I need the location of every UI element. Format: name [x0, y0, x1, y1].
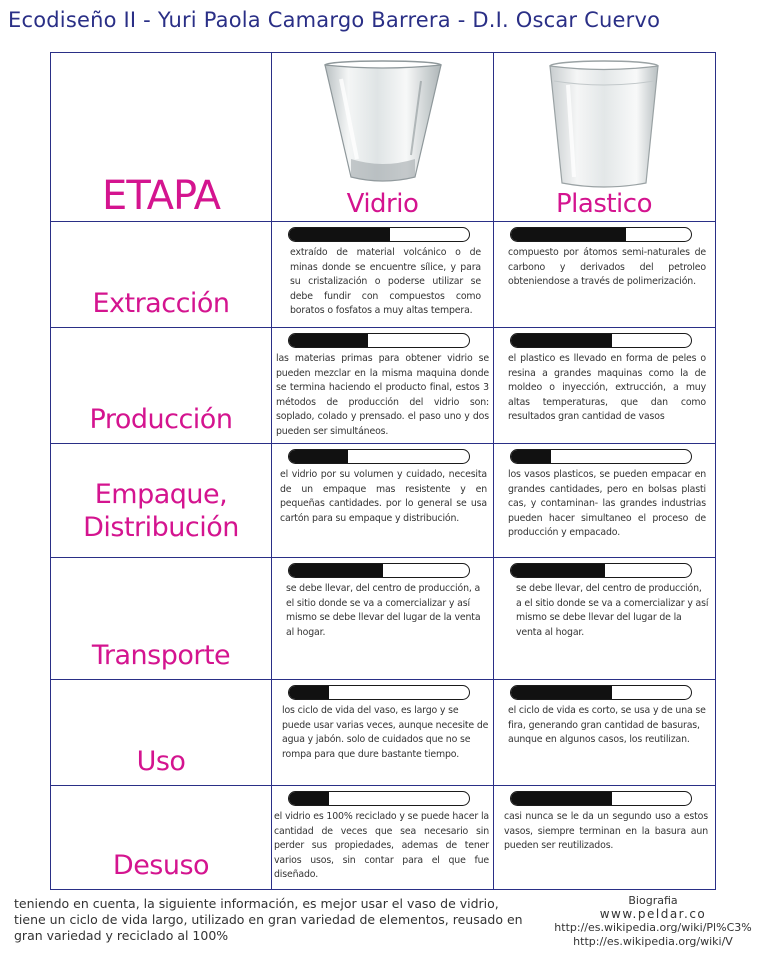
impact-bar	[288, 227, 470, 242]
stage-label: Uso	[136, 746, 186, 778]
stage-description: se debe llevar, del centro de producción, a el sitio donde se va a comercializar y así mismo se debe llevar del lugar de la venta al hogar.	[286, 583, 481, 638]
impact-bar-fill	[511, 564, 605, 577]
stage-label: Producción	[89, 404, 233, 436]
stage-description: se debe llevar, del centro de producción, a el sitio donde se va a comercializar y así mismo se debe llevar del lugar de la venta al hogar.	[516, 583, 709, 638]
vidrio-cell	[272, 222, 494, 327]
comparison-table	[50, 52, 716, 890]
stage-cell	[51, 444, 272, 557]
impact-bar	[288, 791, 470, 806]
stage-cell	[51, 680, 272, 785]
stage-description: compuesto por átomos semi-naturales de carbono y derivados del petroleo obteniendose a través de polimerización.	[508, 247, 706, 287]
stage-cell	[51, 222, 272, 327]
impact-bar	[510, 563, 692, 578]
impact-bar	[288, 333, 470, 348]
plastico-cell	[494, 680, 714, 785]
bibliography	[540, 894, 766, 948]
bibliography-link[interactable]: www.peldar.co	[599, 906, 707, 921]
table-row	[51, 785, 715, 889]
page-title: Ecodiseño II - Yuri Paola Camargo Barrera - D.I. Oscar Cuervo	[8, 8, 661, 32]
stage-label: Transporte	[91, 640, 231, 672]
bibliography-title: Biografia	[628, 894, 678, 907]
impact-bar-fill	[511, 792, 612, 805]
stage-description: los vasos plasticos, se pueden empacar en grandes cantidades, pero en bolsas plasti cas, y contaminan- las grandes industrias pueden hacer simultaneo el proceso de producción y empacado.	[508, 469, 706, 538]
plastico-cell	[494, 786, 714, 889]
stage-description: el vidrio es 100% reciclado y se puede hacer la cantidad de veces que sea necesario sin perder sus propiedades, ademas de tener varios usos, sin contar para el que fue diseñado.	[274, 811, 489, 880]
vidrio-cell	[272, 444, 494, 557]
impact-bar	[510, 791, 692, 806]
impact-bar-fill	[289, 334, 368, 347]
impact-bar-fill	[289, 564, 383, 577]
stage-description: el plastico es llevado en forma de peles o resina a grandes maquinas como la de moldeo o inyección, extrucción, a muy altas temperaturas, que dan como resultados gran cantidad de vasos	[508, 353, 706, 422]
stage-cell	[51, 328, 272, 443]
stage-label: Extracción	[92, 288, 230, 320]
impact-bar	[510, 449, 692, 464]
impact-bar-fill	[289, 228, 390, 241]
impact-bar	[288, 449, 470, 464]
stage-description: los ciclo de vida del vaso, es largo y se puede usar varias veces, aunque necesite de agua y jabón. solo de cuidados que no se rompa para que dure bastante tiempo.	[282, 705, 489, 760]
plastico-cell	[494, 558, 714, 679]
impact-bar	[288, 563, 470, 578]
impact-bar	[288, 685, 470, 700]
plastico-cell	[494, 222, 714, 327]
impact-bar-fill	[289, 450, 348, 463]
table-row	[51, 443, 715, 557]
plastico-cell	[494, 444, 714, 557]
impact-bar	[510, 227, 692, 242]
column-title-vidrio: Vidrio	[346, 189, 419, 219]
stage-description: las materias primas para obtener vidrio se pueden mezclar en la misma maquina donde se termina haciendo el producto final, estos 3 métodos de producción del vidrio son: soplado, colado y prensado. el paso uno y dos pueden ser simultáneos.	[276, 353, 489, 437]
table-row	[51, 327, 715, 443]
bibliography-link[interactable]: http://es.wikipedia.org/wiki/V	[573, 934, 733, 948]
impact-bar-fill	[511, 334, 612, 347]
stage-label: Empaque, Distribución	[83, 478, 239, 544]
table-row	[51, 679, 715, 785]
plastic-cup-image	[548, 59, 660, 191]
vidrio-cell	[272, 680, 494, 785]
table-row	[51, 221, 715, 327]
glass-cup-image	[323, 59, 443, 189]
table-header-row	[51, 53, 715, 221]
impact-bar-fill	[511, 686, 612, 699]
vidrio-header-cell	[272, 53, 494, 221]
stage-description: casi nunca se le da un segundo uso a estos vasos, siempre terminan en la basura aun pueden ser reutilizados.	[504, 811, 708, 851]
vidrio-cell	[272, 328, 494, 443]
impact-bar	[510, 333, 692, 348]
plastico-cell	[494, 328, 714, 443]
stage-description: extraído de material volcánico o de minas donde se encuentre sílice, y para su cristalización o poderse utilizar se debe fundir con compuestos como boratos o fosfatos a muy altas tempera.	[290, 247, 481, 316]
conclusion-text: teniendo en cuenta, la siguiente información, es mejor usar el vaso de vidrio, tiene un ciclo de vida largo, utilizado en gran variedad de elementos, reusado en gran variedad y reciclado al 100%	[14, 896, 523, 943]
bibliography-link[interactable]: http://es.wikipedia.org/wiki/Pl%C3%	[554, 921, 752, 934]
table-row	[51, 557, 715, 679]
vidrio-cell	[272, 558, 494, 679]
impact-bar-fill	[289, 686, 329, 699]
impact-bar-fill	[289, 792, 329, 805]
column-title-plastico: Plastico	[555, 189, 652, 219]
stage-description: el ciclo de vida es corto, se usa y de una se fira, generando gran cantidad de basuras, aunque en algunos casos, los reutilizan.	[508, 705, 706, 745]
stage-label: Desuso	[112, 850, 210, 882]
stage-header-cell	[51, 53, 272, 221]
stage-header-label: ETAPA	[102, 173, 220, 219]
stage-cell	[51, 558, 272, 679]
plastico-header-cell	[494, 53, 714, 221]
vidrio-cell	[272, 786, 494, 889]
stage-cell	[51, 786, 272, 889]
impact-bar-fill	[511, 228, 626, 241]
impact-bar	[510, 685, 692, 700]
stage-description: el vidrio por su volumen y cuidado, necesita de un empaque mas resistente y en pequeñas cantidades. por lo general se usa cartón para su empaque y distribución.	[280, 469, 487, 524]
impact-bar-fill	[511, 450, 551, 463]
